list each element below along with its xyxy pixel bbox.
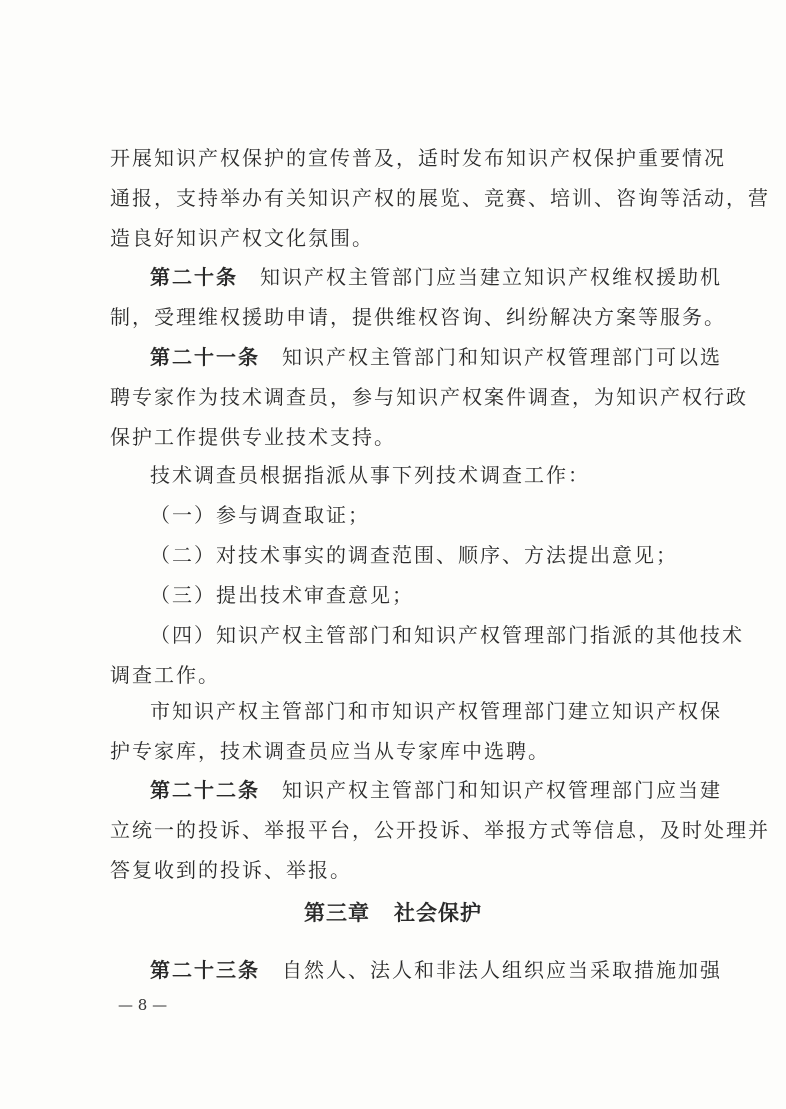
- text-line: [110, 770, 722, 810]
- text-line: 技术调查员根据指派从事下列技术调查工作：: [150, 463, 590, 487]
- article-21: [110, 337, 748, 457]
- text-line: [110, 950, 722, 990]
- article-label: 第二十条: [150, 265, 238, 289]
- article-text: 知识产权主管部门和知识产权管理部门应当建: [282, 778, 722, 802]
- text-line: 造良好知识产权文化氛围。: [110, 226, 374, 250]
- text-line: [110, 257, 722, 297]
- text-line: 护专家库，技术调查员应当从专家库中选聘。: [110, 739, 550, 763]
- article-text: 知识产权主管部门和知识产权管理部门可以选: [282, 345, 722, 369]
- list-item: （三）提出技术审查意见；: [150, 583, 414, 607]
- article-text: 自然人、法人和非法人组织应当采取措施加强: [282, 958, 722, 982]
- list-item: （二）对技术事实的调查范围、顺序、方法提出意见；: [150, 543, 678, 567]
- chapter-heading: [0, 897, 786, 927]
- page-number: — 8 —: [118, 996, 168, 1014]
- article-text: 知识产权主管部门应当建立知识产权维权援助机: [260, 265, 722, 289]
- text-line: 开展知识产权保护的宣传普及，适时发布知识产权保护重要情况: [110, 146, 726, 170]
- text-line: [110, 337, 722, 377]
- expert-paragraph: [110, 691, 722, 771]
- text-line: 市知识产权主管部门和市知识产权管理部门建立知识产权保: [150, 699, 722, 723]
- list-item: （四）知识产权主管部门和知识产权管理部门指派的其他技术: [150, 623, 744, 647]
- article-label: 第二十三条: [150, 958, 260, 982]
- chapter-title: 社会保护: [394, 901, 482, 925]
- article-20: [110, 257, 726, 337]
- duty-paragraph: [110, 455, 744, 695]
- article-label: 第二十一条: [150, 345, 260, 369]
- article-23: [110, 950, 722, 990]
- text-line: 答复收到的投诉、举报。: [110, 858, 352, 882]
- text-line: 通报，支持举办有关知识产权的展览、竞赛、培训、咨询等活动，营: [110, 186, 770, 210]
- text-line: 立统一的投诉、举报平台，公开投诉、举报方式等信息，及时处理并: [110, 818, 770, 842]
- intro-paragraph: [110, 138, 770, 258]
- chapter-number: 第三章: [304, 901, 370, 925]
- text-line: 制，受理维权援助申请，提供维权咨询、纠纷解决方案等服务。: [110, 305, 726, 329]
- text-line: 调查工作。: [110, 663, 220, 687]
- list-item: （一）参与调查取证；: [150, 503, 370, 527]
- text-line: 聘专家作为技术调查员，参与知识产权案件调查，为知识产权行政: [110, 385, 748, 409]
- article-22: [110, 770, 770, 890]
- text-line: 保护工作提供专业技术支持。: [110, 425, 396, 449]
- article-label: 第二十二条: [150, 778, 260, 802]
